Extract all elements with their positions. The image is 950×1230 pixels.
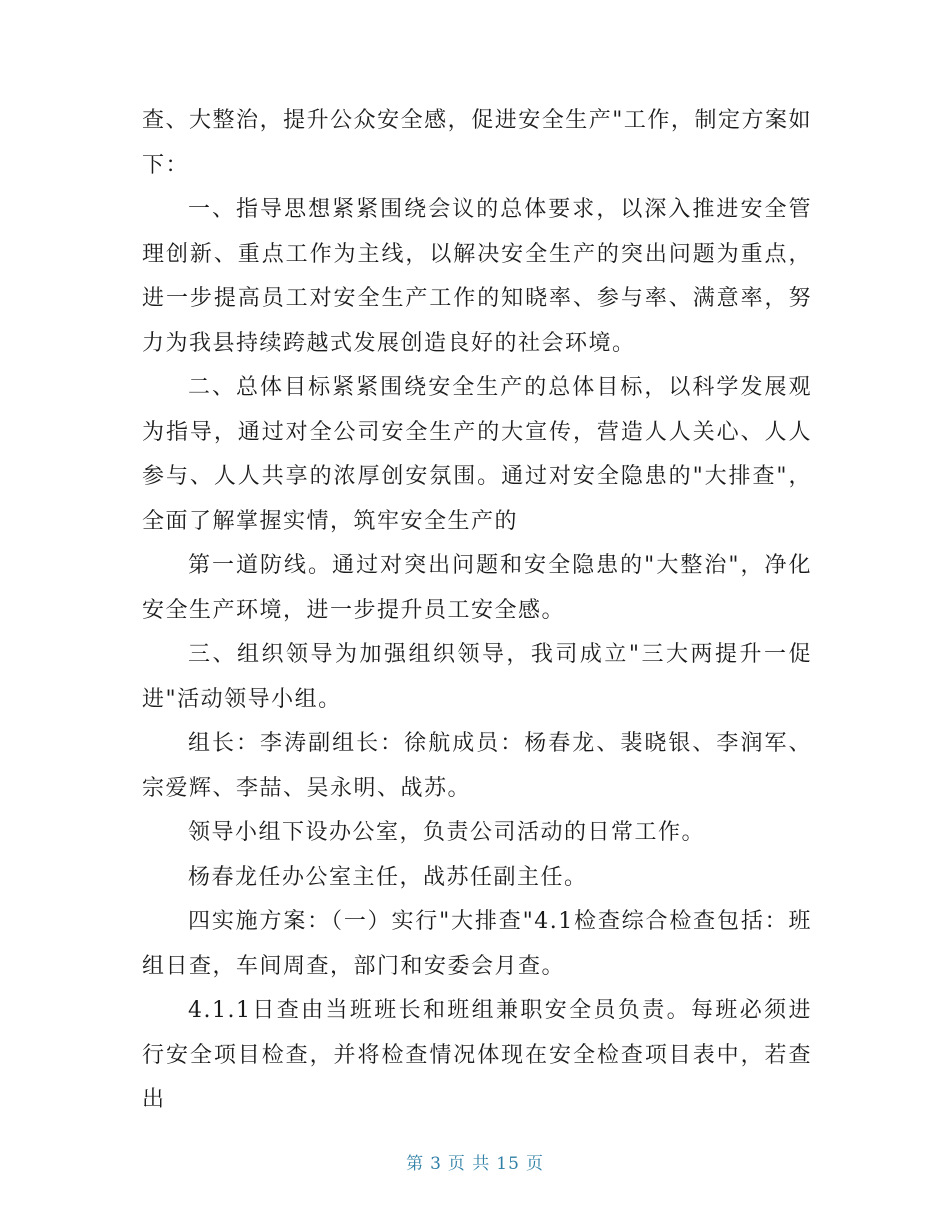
paragraph-organization: 三、组织领导为加强组织领导，我司成立"三大两提升一促进"活动领导小组。	[142, 642, 812, 712]
paragraph-daily-check: 4.1.1日查由当班班长和班组兼职安全员负责。每班必须进行安全项目检查，并将检查情况体现在安全检查项目表中，若查出	[142, 998, 812, 1112]
footer-current-page: 3	[430, 1154, 442, 1174]
footer-suffix: 页	[525, 1154, 544, 1174]
paragraph-overall-goal: 二、总体目标紧紧围绕安全生产的总体目标，以科学发展观为指导，通过对全公司安全生产的大宣传，营造人人关心、人人参与、人人共享的浓厚创安氛围。通过对安全隐患的"大排查"，全面了解掌握实情，筑牢安全生产的	[142, 375, 812, 534]
document-body	[142, 99, 812, 1123]
paragraph-implementation: 四实施方案：（一）实行"大排查"4.1检查综合检查包括：班组日查，车间周查，部门和安委会月查。	[142, 909, 812, 979]
footer-prefix: 第	[406, 1154, 425, 1174]
page-number-footer	[0, 1149, 950, 1174]
paragraph-intro-tail: 查、大整治，提升公众安全感，促进安全生产"工作，制定方案如下：	[142, 108, 812, 178]
footer-middle: 页 共	[447, 1154, 491, 1174]
paragraph-guiding-ideology: 一、指导思想紧紧围绕会议的总体要求，以深入推进安全管理创新、重点工作为主线，以解决安全生产的突出问题为重点，进一步提高员工对安全生产工作的知晓率、参与率、满意率，努力为我县持续跨越式发展创造良好的社会环境。	[142, 197, 812, 356]
paragraph-first-defense: 第一道防线。通过对突出问题和安全隐患的"大整治"，净化安全生产环境，进一步提升员工安全感。	[142, 553, 812, 623]
paragraph-office-director: 杨春龙任办公室主任，战苏任副主任。	[188, 864, 588, 890]
paragraph-members: 组长：李涛副组长：徐航成员：杨春龙、裴晓银、李润军、宗爱辉、李喆、吴永明、战苏。	[142, 731, 812, 801]
paragraph-office: 领导小组下设办公室，负责公司活动的日常工作。	[188, 820, 706, 845]
footer-total-pages: 15	[496, 1154, 520, 1174]
